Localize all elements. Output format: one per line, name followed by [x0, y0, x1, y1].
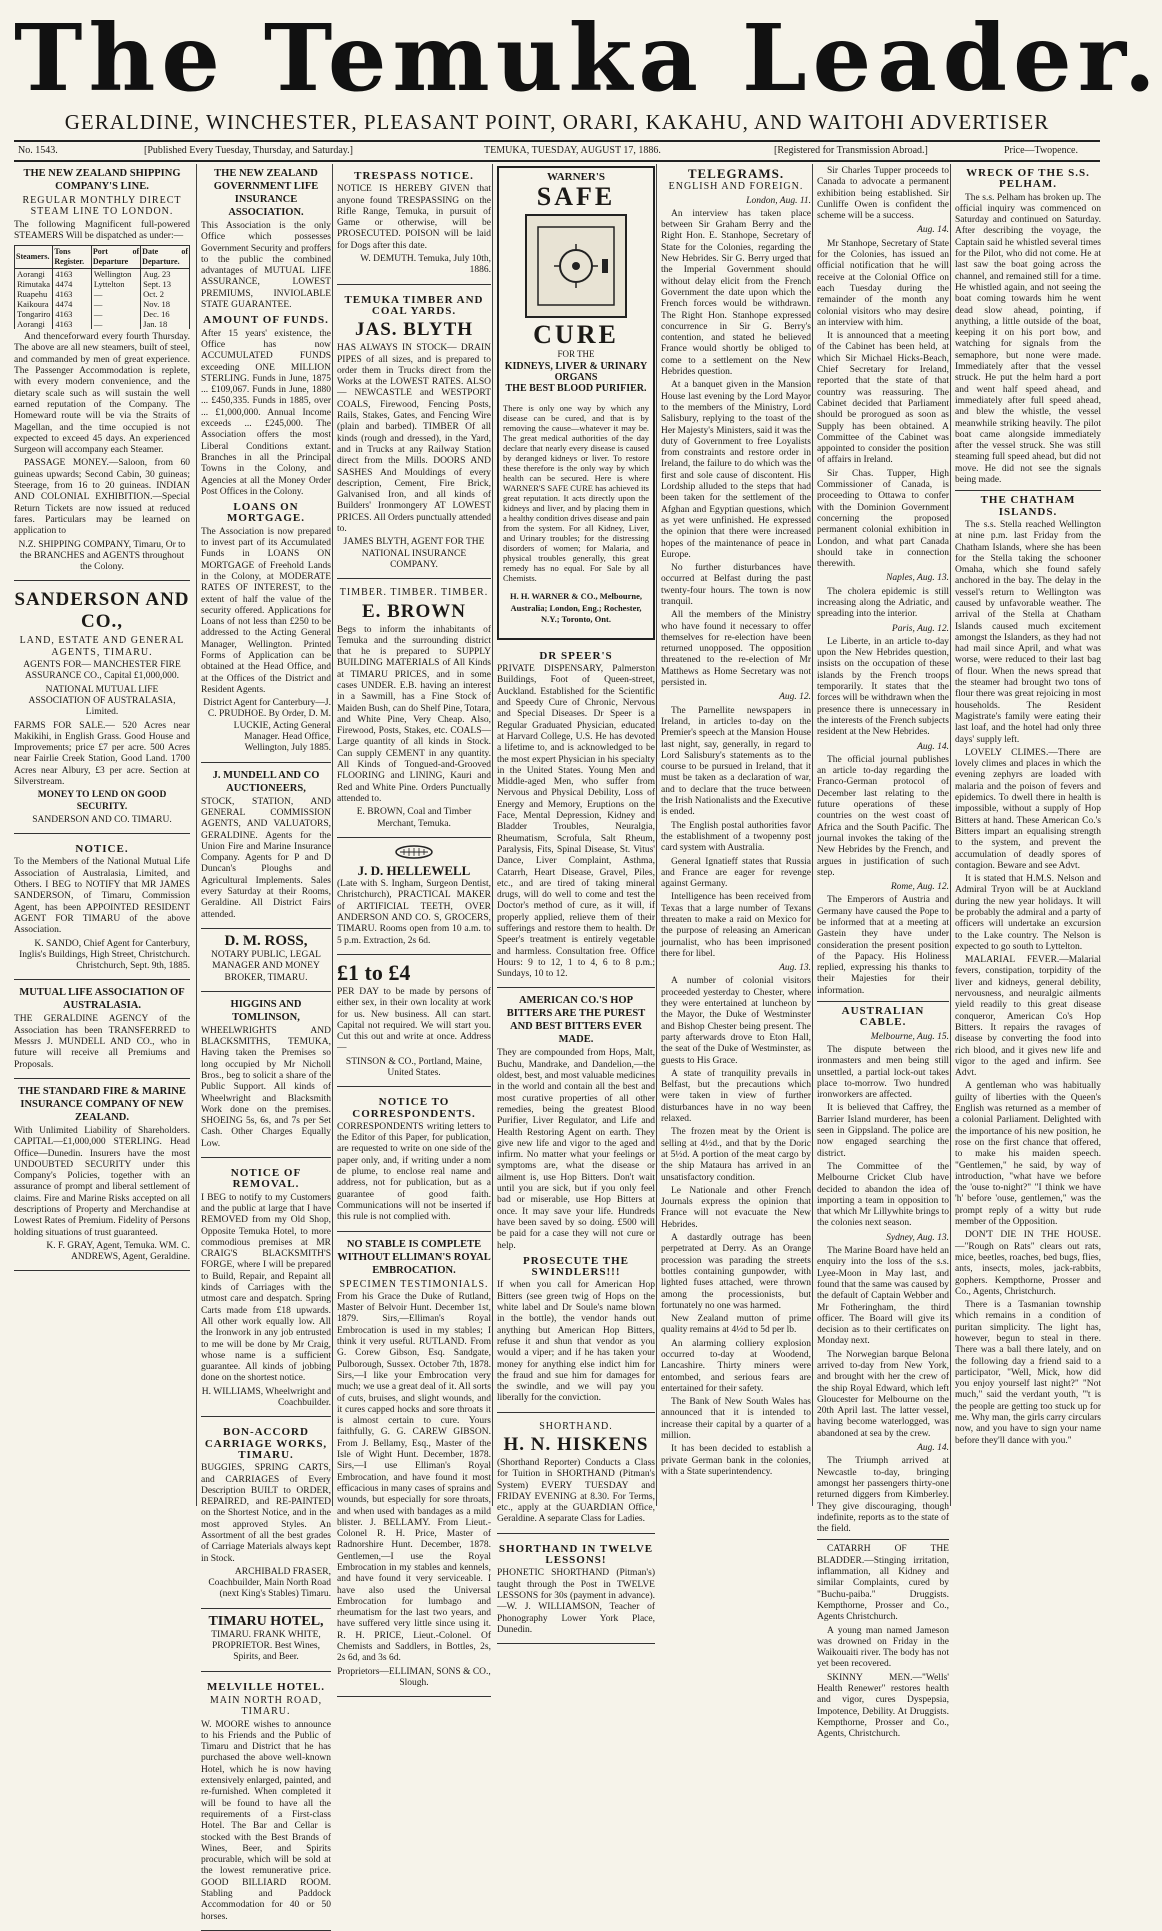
higgins-title: HIGGINS AND TOMLINSON, [230, 998, 302, 1023]
mundell-body: STOCK, STATION, AND GENERAL COMMISSION AGENTS, AND VALUATORS, GERALDINE. Agents for the Union Fire and Marine Insurance Company. Agents for P and D Duncan's Ploughs and Agricultural Implements. Sales every Saturday at their Rooms, Geraldine. All District Fairs attended. [201, 796, 331, 920]
table-cell: Lyttelton [91, 279, 140, 289]
hiskens-ad [497, 1416, 655, 1534]
funds-body: After 15 years' existence, the Office has now ACCUMULATED FUNDS exceeding ONE MILLION STERLING. Funds in June, 1875 ... £109,067. Funds in June, 1880 ... £450,335. Funds in 1885, over ... £1,000,000. Annual Income exceeds ... £245,000. The Association offers the most Liberal Conditions extant. Branches in all the Principal Towns in the Colony, and Agencies at all the Money Order Post Offices in the Colony. [201, 328, 331, 497]
sanderson-desc: LAND, ESTATE AND GENERAL AGENTS, TIMARU. [19, 635, 185, 658]
table-cell: Jan. 18 [141, 319, 190, 329]
table-cell: Oct. 2 [141, 289, 190, 299]
gov-title: THE NEW ZEALAND GOVERNMENT LIFE INSURANCE ASSOCIATION. [213, 168, 319, 218]
telegram-p17: It has been decided to establish a private German bank in the colonies, with a State superintendency. [661, 1444, 811, 1477]
prosecute-title: PROSECUTE THE SWINDLERS!!! [522, 1254, 630, 1279]
loans-signature: District Agent for Canterbury—J. C. PRUDHOE. By Order, D. M. LUCKIE, Acting General Manager. Head Office, Wellington, July 1885. [203, 698, 331, 754]
table-cell: 4163 [53, 309, 91, 319]
column-6 [812, 164, 953, 1740]
registered-note: [Registered for Transmission Abroad.] [774, 145, 928, 156]
short-body: (Shorthand Reporter) Conducts a Class for Tuition in SHORTHAND (Pitman's System) EVERY TUESDAY and FRIDAY EVENING at 8.30. For Terms, etc., apply at the GUARDIAN Office, Geraldine. A separate Class for Ladies. [497, 1457, 655, 1525]
speer-body: PRIVATE DISPENSARY, Palmerston Buildings, Foot of Queen-street, Auckland. Established for the Scientific and Speedy Cure of Chronic, Nervous and Special Diseases. Dr Speer is a Regular Graduated Physician, educated at Harvard College, U.S. He has devoted a lifetime to, and is acknowledged to be the most expert Physician in his specialty in the United States. Young Men and Middle-aged Men, who suffer from Nervous and Physical Debility, Loss of Energy and Memory, Eruptions on the Face, Mental Depression, Kidney and Bladder Troubles, Neuralgia, Rheumatism, Scrofula, Salt Rheum, Paralysis, Fits, Spinal Disease, St. Vitus' Dance, Liver Complaint, Asthma, Catarrh, Heart Disease, Gravel, Piles, etc., and are tired of taking mineral drugs, will do well to come and test the Doctor's method of cure, as it will, if properly applied, relieve them of their sufferings and restore them to health. Dr Speer's treatment is entirely vegetable and harmless. Consultation free. Office Hours: 9 to 12, 1 to 4, 6 to 8 p.m.; Sundays, 10 to 12. [497, 664, 655, 980]
issue-date: TEMUKA, TUESDAY, AUGUST 17, 1886. [484, 145, 661, 156]
table-cell: Aorangi [15, 269, 53, 280]
hop-bitters-ad [497, 991, 655, 1412]
embro-sub: SPECIMEN TESTIMONIALS. [339, 1278, 489, 1290]
telegram-p13: A dastardly outrage has been perpetrated at Derry. As an Orange procession was parading the streets bottles containing gunpowder, with lighted fuses attached, were thrown among the processionists, but fortunately no one was harmed. [661, 1233, 811, 1311]
standard-insurance-ad [14, 1082, 190, 1272]
embro-signature: Proprietors—ELLIMAN, SONS & CO., Slough. [337, 1666, 491, 1688]
col6-p5: The cholera epidemic is still increasing along the Adriatic, and spreading into the interior. [817, 586, 949, 620]
table-cell: Rimutaka [15, 279, 53, 289]
table-row [15, 299, 190, 309]
melville-sub: MAIN NORTH ROAD, TIMARU. [209, 1694, 323, 1718]
steamer-table-heading: Tons Register. [53, 246, 91, 269]
shipping-ad [14, 164, 190, 581]
table-cell: Nov. 18 [141, 299, 190, 309]
blyth-body: HAS ALWAYS IN STOCK— DRAIN PIPES of all sizes, and is prepared to order them in Trucks direct from the Works at the LOWEST RATES. ALSO— NEWCASTLE and WESTPORT COALS, Firewood, Fencing Posts, Rails, Stakes, Gates, and Fencing Wire (plain and barbed). TIMBER Of all kinds (rough and dressed), in the Yard, and in Trucks at any Railway Station direct from the Mills. DOORS AND SASHES And Mouldings of every description, Cement, Fire Brick, Galvanised Iron, and all kinds of Builders' Ironmongery AT LOWEST PRICES. All Orders punctually attended to. [337, 343, 491, 535]
table-cell: Tongariro [15, 309, 53, 319]
teeth-icon [337, 844, 491, 864]
embro-title: NO STABLE IS COMPLETE WITHOUT ELLIMAN'S ROYAL EMBROCATION. [337, 1238, 491, 1276]
telegrams-sub: ENGLISH AND FOREIGN. [668, 181, 804, 193]
shipping-intro: The following Magnificent full-powered STEAMERS Will be dispatched as under:— [14, 219, 190, 241]
wreck-title: WRECK OF THE S.S. PELHAM. [966, 167, 1090, 191]
safe-purifier: THE BEST BLOOD PURIFIER. [505, 383, 647, 395]
telegram-p6: The English postal authorities favor the establishment of a twopenny post card system with Australia. [661, 820, 811, 854]
col6-date2: Naples, Aug. 13. [886, 573, 949, 584]
col6-p2: Mr Stanhope, Secretary of State for the Colonies, has issued an official notification that he will receive at the Colonial Office on each Tuesday during the remainder of the month any colonial visitors who may desire an interview with him. [817, 238, 949, 328]
col6-p11: The Committee of the Melbourne Cricket Club have decided to abandon the idea of importing a team in opposition to that which Mr Lillywhite brings to the colonies next season. [817, 1161, 949, 1229]
chatham-body: The s.s. Stella reached Wellington at nine p.m. last Friday from the Chatham Islands, where she has been for the Stella taking the schooner Omaha, which she found safely anchored in the bay. The delay in the vessel's return to Wellington was caused by unfavorable weather. The arrival of the Stella at Chatham Islands caused much excitement amongst the Islanders, as they had not had mail since April, and what was worse, were reduced to their last bag of flour. When the news spread that the steamer had brought two tons of flour there was great rejoicing in most households. The Resident Magistrate's family were eating their last loaf, and the hotel had only three days' supply left. [955, 519, 1101, 745]
hop-title: AMERICAN CO.'S HOP BITTERS ARE THE PUREST AND BEST BITTERS EVER MADE. [506, 995, 646, 1046]
steamer-table-body [15, 269, 190, 330]
column-3 [332, 164, 495, 1688]
divider [955, 490, 1101, 491]
mundell-ad [201, 766, 331, 929]
trespass-signature: W. DEMUTH. Temuka, July 10th, 1886. [360, 254, 491, 276]
dateline-2: Aug. 12. [779, 692, 811, 703]
column-7 [950, 164, 1101, 1506]
higgins-ad [201, 995, 331, 1158]
standard-signature: K. F. GRAY, Agent, Temuka. WM. C. ANDREWS, Agent, Geraldine. [46, 1240, 190, 1263]
columns [14, 164, 1101, 1922]
table-cell: 4163 [53, 269, 91, 280]
table-row [15, 319, 190, 329]
table-cell: — [91, 299, 140, 309]
elliman-ad [337, 1235, 491, 1698]
col6-date3: Paris, Aug. 12. [891, 623, 949, 634]
col6-p9: The dispute between the ironmasters and men being still unsettled, a partial lock-out takes place to-morrow. Two hundred ironworkers are affected. [817, 1044, 949, 1101]
government-insurance-ad [201, 164, 331, 763]
telegram-p16: The Bank of New South Wales has announced that it is intended to increase their capital by a quarter of a million. [661, 1397, 811, 1442]
dentist-ad [337, 841, 491, 955]
australian-cable-title: AUSTRALIAN CABLE. [841, 1005, 925, 1029]
standard-body: With Unlimited Liability of Shareholders. CAPITAL—£1,000,000 STERLING. Head Office—Dunedin. Insurers have the most UNDOUBTED SECURITY under this Company's Policies, together with an assurance of prompt and liberal settlement of claims. Fire and Marine Risks accepted on all descriptions of Property and Merchandise at Lowest Rates of Premium. Fidelity of Persons holding situations of trust guaranteed. [14, 1125, 190, 1238]
bonaccord-ad [201, 1420, 331, 1608]
steamer-table-header [15, 246, 190, 269]
col6-date5: Rome, Aug. 12. [890, 882, 949, 893]
trespass-title: TRESPASS NOTICE. [354, 170, 474, 182]
melville-body: W. MOORE wishes to announce to his Friends and the Public of Timaru and District that he has purchased the above well-known Hotel, which he is now having extensively enlarged, painted, and re-furnished. When completed it will be found to have all the requirements of a First-class Hotel. The Bar and Cellar is stocked with the Best Brands of Wines, Beer, and Spirits procurable, which will be sold at the lowest remunerative price. GOOD BILLIARD ROOM. Stabling and Paddock Accommodation for 40 or 50 horses. [201, 1719, 331, 1922]
col6-ad2: A young man named Jameson was drowned on Friday in the Waikouaiti river. The body has not yet been recovered. [817, 1625, 949, 1670]
notice-title: NOTICE. [75, 843, 129, 856]
melville-title: MELVILLE HOTEL. [207, 1680, 325, 1693]
standard-title: THE STANDARD FIRE & MARINE INSURANCE COMPANY OF NEW ZEALAND. [18, 1085, 186, 1123]
warners-safe-cure-ad [497, 166, 655, 640]
lessons-title: SHORTHAND IN TWELVE LESSONS! [498, 1542, 654, 1567]
steamer-table-heading: Steamers. [15, 246, 53, 269]
safe-word: SAFE [536, 182, 616, 212]
col6-p1: Sir Charles Tupper proceeds to Canada to advocate a permanent exhibition being established. Sir Cunliffe Owen is confident the scheme will be a success. [817, 166, 949, 222]
bonaccord-signature: ARCHIBALD FRASER, Coachbuilder, Main North Road (next King's Stables) Timaru. [208, 1566, 331, 1600]
dateline-3: Aug. 13. [779, 963, 811, 974]
table-cell: Sept. 13 [141, 279, 190, 289]
loans-title: LOANS ON MORTGAGE. [227, 501, 305, 525]
col6-p6: Le Liberte, in an article to-day upon the New Hebrides question, insists on the occupation of these islands by the French troops temporarily. It states that the forces will be withdrawn when the presence there is unnecessary in the interests of the French subjects resident at the New Hebrides. [817, 636, 949, 738]
newspaper-page [14, 4, 1162, 1922]
prosecute-body: If when you call for American Hop Bitters (see green twig of Hops on the white label and Dr Soule's name blown in the bottle), the vendor hands out anything but American Hop Bitters, refuse it and shun that vendor as you would a viper; and if he has taken your money for anything else indict him for the fraud and sue him for damages for the swindle, and we will pay you liberally for the conviction. [497, 1280, 655, 1404]
steamer-table-heading: Port of Departure [91, 246, 140, 269]
passage-money: PASSAGE MONEY.—Saloon, from 60 guineas upwards; Second Cabin, 30 guineas; Steerage, from 16 to 20 guineas. INDIAN AND COLONIAL EXHIBITION.—Special Return Tickets are now issued at reduced fares. Particulars may be learned on application to [14, 458, 190, 537]
table-cell: — [91, 309, 140, 319]
bonaccord-body: BUGGIES, SPRING CARTS, and CARRIAGES of Every Description BUILT to ORDER, REPAIRED, and RE-PAINTED on the Shortest Notice, and in the most approved Styles. An Assortment of all the best grades of Carriage Materials always kept in Stock. [201, 1463, 331, 1564]
funds-title: AMOUNT OF FUNDS. [203, 314, 329, 327]
steamer-table [14, 245, 190, 329]
sanderson-mutual: NATIONAL MUTUAL LIFE ASSOCIATION OF AUSTRALASIA, Limited. [28, 684, 176, 718]
brown-header: TIMBER. TIMBER. TIMBER. [339, 587, 489, 599]
shipping-agent: N.Z. SHIPPING COMPANY, Timaru, Or to the BRANCHES and AGENTS throughout the Colony. [18, 539, 186, 573]
sanderson-signature: SANDERSON AND CO. TIMARU. [32, 814, 172, 825]
melville-hotel-ad [201, 1675, 331, 1931]
table-cell: — [91, 289, 140, 299]
lessons-body: PHONETIC SHORTHAND (Pitman's) taught through the Post in TWELVE LESSONS for 30s (payment in advance).—W. J. WILLIAMSON, Teacher of Phonography Lower York Place, Dunedin. [497, 1568, 655, 1635]
brown-body: Begs to inform the inhabitants of Temuka and the surrounding district that he is prepared to SUPPLY BUILDING MATERIALS of All Kinds at TIMARU PRICES, and in some cases UNDER. E.B. having an interest in a Sawmill, has a Fine Stock of Maiden Bush, can do Shelf Pine, Totara, and White Pine, Very Cheap. Also, Firewood, Posts, Stakes, etc. COALS—Large quantity of all kinds in Stock. Can supply CEMENT in any quantity. All Kinds of Tongued-and-Grooved FLOORING and LINING, Kauri and Red and White Pine. Orders Punctually attended to. [337, 624, 491, 804]
divider [817, 1001, 949, 1002]
brown-name: E. BROWN [361, 600, 467, 622]
newspaper-subtitle: GERALDINE, WINCHESTER, PLEASANT POINT, ORARI, KAKAHU, AND WAITOHI ADVERTISER [64, 110, 1050, 134]
telegram-p2: At a banquet given in the Mansion House last evening by the Lord Mayor to the members of the Ministry, Lord Salisbury, replying to the toast of the Her Majesty's Ministers, said it was the duty of Government to free Loyalists from constraints and restore order in Ireland, the failure to do which was the first and sole cause of discontent. His Lordship alluded to the steps that had been taken for the settlement of the Afghan and Egyptian questions, which as yet were unfinished. He expressed the opinion that there were increased hopes of the maintenance of peace in Europe. [661, 380, 811, 560]
col6-p12: The Marine Board have held an enquiry into the loss of the s.s. Lyee-Moon in May last, and found that the same was caused by the default of Captain Webber and Mr Fotheringham, the third officer. The Board will give its decision as to their certificates on Monday next. [817, 1246, 949, 1347]
ross-ad [201, 932, 331, 992]
speer-ad [497, 644, 655, 989]
telegram-p12: Le Nationale and other French Journals express the opinion that France will not evacuate the New Hebrides. [661, 1185, 811, 1230]
money-headline: £1 to £4 [337, 959, 411, 985]
safe-illustration [516, 211, 636, 321]
table-row [15, 279, 190, 289]
speer-title: DR SPEER'S [539, 649, 613, 662]
table-row [15, 269, 190, 280]
table-cell: Ruapehu [15, 289, 53, 299]
table-cell: Wellington [91, 269, 140, 280]
lessons-ad [497, 1537, 655, 1644]
dentist-body: (Late with S. Ingham, Surgeon Dentist, Christchurch), PRACTICAL MAKER of ARTIFICIAL TEETH, OVER ANDERSON AND CO. S, GROCERS, TIMARU. Rooms open from 10 a.m. to 5 p.m. Extraction, 2s 6d. [337, 879, 491, 946]
col6-p8: The Emperors of Austria and Germany have caused the Pope to be informed that at a meeting at Gastein they have under consideration the present position of the Papacy. His Holiness replied, expressing his thanks to their Majesties for their information. [817, 895, 949, 996]
col6-date4: Aug. 14. [917, 741, 949, 752]
embro-body: From his Grace the Duke of Rutland, Master of Belvoir Hunt. December 1st, 1879. Sirs,—Elliman's Royal Embrocation is used in my stables; I think it very useful. RUTLAND. From G. Corew Gibson, Esq. Sandgate, Pulborough, Sussex. October 7th, 1878. Sirs,—I like your Embrocation very much; we use a great deal of it. All sorts of cuts, bruises, and slight wounds, and it cures capped hocks and sore throats it is almost certain to cure. Yours faithfully, G. G. CAREW GIBSON. From J. Bellamy, Esq., Master of the Isle of Wight Hunt. December, 1878. Sirs,—I use Elliman's Royal Embrocation, and have found it most efficacious in many cases of sprains and wounds, but especially for sore throats, and when used with bandages as a mild blister. J. BELLAMY. From Lieut.-Colonel R. H. Price, Master of Radnorshire Hunt. December, 1878. Gentlemen,—I use the Royal Embrocation in my stables and kennels, and have found it very serviceable. I have also used the Universal Embrocation for lumbago and rheumatism for the last two years, and have suffered very little since using it. R. H. PRICE, Lieut.-Colonel. Of Chemists and Saddlers, in Bottles, 2s, 2s 6d, and 3s 6d. [337, 1291, 491, 1664]
price: Price—Twopence. [1004, 145, 1078, 156]
removal-title: NOTICE OF REMOVAL. [230, 1167, 302, 1191]
col6-p7: The official journal publishes an article to-day regarding the Franco-German protocol of December last relating to the future operations of these countries on the west coast of Africa and the South Pacific. The journal invokes the taking of the New Hebrides by the French, and argues in justification of such step. [817, 754, 949, 878]
correspondents-notice [337, 1090, 491, 1231]
newspaper-title: The Temuka Leader. [14, 4, 1162, 112]
climes-para: LOVELY CLIMES.—There are lovely climes and places in which the evening zephyrs are loaded with malaria and the poison of fevers and epidemics. To dwell there in health is impossible, without a supply of Hop Bitters at hand. These American Co.'s Bitters impart an equalising strength to the system, and prevent the accumulation of deadly spores of contagion. Beware and see Advt. [955, 747, 1101, 871]
money-body: PER DAY to be made by persons of either sex, in their own locality at work for us. New business. All can start. Capital not required. We will start you. Cut this out and write at once. Address— [337, 986, 491, 1054]
table-cell: Dec. 16 [141, 309, 190, 319]
stinson-ad [337, 958, 491, 1087]
timaru-hotel-ad [201, 1612, 331, 1672]
table-cell: Aug. 23 [141, 269, 190, 280]
table-cell: — [91, 319, 140, 329]
telegram-p1: An interview has taken place between Sir Graham Berry and the Right Hon. E. Stanhope, Secretary of State for the Colonies, regarding the New Hebrides. Sir G. Berry urged that the Imperial Government should without delay elicit from the French Government the date upon which the French forces would be withdrawn. The Right Hon. Stanhope expressed concurrence in Sir G. Berry's contention, and stated he believed France would shortly be obliged to come to a settlement on the New Hebrides question. [661, 208, 811, 378]
table-cell: 4474 [53, 299, 91, 309]
notice-signature: K. SANDO, Chief Agent for Canterbury, Inglis's Buildings, High Street, Christchurch. Christchurch, Sept. 9th, 1885. [19, 938, 190, 972]
notice-ad [14, 837, 190, 980]
chatham-title: THE CHATHAM ISLANDS. [980, 494, 1076, 518]
telegram-p3: No further disturbances have occurred at Belfast during the past twenty-four hours. The town is now tranquil. [661, 563, 811, 607]
col6-date8: Aug. 14. [917, 1443, 949, 1454]
telegram-p15: An alarming colliery explosion occurred to-day at Woodend, Lancashire. Thirty miners were entombed, and serious fears are entertained for their safety. [661, 1338, 811, 1394]
col6-p4: Sir Chas. Tupper, High Commissioner of Canada, is proceeding to Ottawa to confer with the Dominion Government concerning the proposed permanent colonial exhibition in London, and what part Canada should take in connection therewith. [817, 468, 949, 570]
shipping-title: THE NEW ZEALAND SHIPPING COMPANY'S LINE. [23, 168, 181, 192]
col6-date7: Sydney, Aug. 13. [886, 1232, 949, 1243]
column-1 [14, 164, 194, 1506]
column-4 [492, 164, 659, 1635]
rats-para: DON'T DIE IN THE HOUSE.—"Rough on Rats" clears out rats, mice, beetles, roaches, bed bugs, flies, ants, insects, moles, jack-rabbits, gophers. Kempthorne, Prosser and Co., Agents, Christchurch. [955, 1230, 1101, 1297]
safe-for: FOR THE [557, 349, 595, 360]
wreck-body: The s.s. Pelham has broken up. The official inquiry was commenced on Saturday and continued on Saturday. After describing the voyage, the Captain said he whistled several times for the Pilot, who did not come. He at last saw the boat going across the channel, and remained still for a time. He whistled again, and not seeing the boat coming towards him he went dead slow ahead, pointing, if anything, a little outside of the boat, keeping it on his port bow, and watching for signals from the semaphore, but none were made. Immediately after that the vessel struck. He put the helm hard a port and went half speed ahead, and immediately after full speed ahead, and blew the whistle, the vessel meanwhile striking heavily. The pilot boat came alongside immediately after the vessel struck. She was still steaming full speed ahead, but did not move. He did not see the signals being made. [955, 192, 1101, 486]
brown-ad [337, 582, 491, 838]
loans-body: The Association is now prepared to invest part of its Accumulated Funds in LOANS ON MORTGAGE of Freehold Lands in the Colony, at MODERATE RATES OF INTEREST, to the extent of half the value of the security offered. Applications for Loans of not less than £250 to be addressed to the Acting General Manager, Wellington. Printed Forms of Application can be obtained at the Head Office, and at the Offices of the District and Resident Agents. [201, 526, 331, 695]
removal-body: I BEG to notify to my Customers and the public at large that I have REMOVED from my Old Shop, Opposite Temuka Hotel, to more commodious premises at MR CRAIG'S BLACKSMITH'S FORGE, where I will be prepared to Build, Repair, and Repaint all kinds of Carriages with the utmost care and despatch. Spring Carts made from £18 upwards. All other work equally low. All the Ironwork in any job entrusted to me will be done by Mr Craig, whose name is a sufficient guarantee. All kinds of jobbing done on the shortest notice. [201, 1192, 331, 1384]
shipping-subtitle: REGULAR MONTHLY DIRECT STEAM LINE TO LONDON. [22, 195, 182, 218]
shipping-body: And thenceforward every fourth Thursday. The above are all new steamers, built of steel, and commanded by men of great experience. The Passenger Accommodation is replete, with every modern convenience, and the dietary scale such as will sustain the well earned reputation of the Company. The Homeward route will be via the Straits of Magellan, and the time occupied is not expected to exceed 45 days. An experienced Surgeon will accompany each Steamer. [14, 332, 190, 456]
short-title: SHORTHAND. [539, 1420, 613, 1432]
trespass-ad [337, 164, 491, 285]
brown-signature: E. BROWN, Coal and Timber Merchant, Temuka. [356, 807, 472, 829]
money-to-lend: MONEY TO LEND ON GOOD SECURITY. [37, 790, 167, 812]
cure-word: CURE [533, 320, 619, 350]
notice-body: To the Members of the National Mutual Life Association of Australasia, Limited, and Others. I BEG to NOTIFY that MR JAMES SANDERSON, of Timaru, Commission Agent, has been APPOINTED RESIDENT AGENT FOR TIMARU of the above Association. [14, 857, 190, 936]
col6-ad3: SKINNY MEN.—"Wells' Health Renewer" restores health and vigor, cures Dyspepsia, Impotence, Debility. At Druggists. Kempthorne, Prosser and Co., Agents, Christchurch. [817, 1672, 949, 1740]
mutual-body: THE GERALDINE AGENCY of the Association has been TRANSFERRED to Messrs J. MUNDELL AND CO., who in future will receive all Premiums and Proposals. [14, 1014, 190, 1070]
sanderson-agents: AGENTS FOR— MANCHESTER FIRE ASSURANCE CO., Capital £1,000,000. [23, 660, 181, 682]
money-signature: STINSON & CO., Portland, Maine, United States. [345, 1056, 483, 1078]
telegram-p11: The frozen meat by the Orient is selling at 4½d., and that by the Doric at 5½d. A portion of the meat cargo by the ship Mataura has arrived in an unsatisfactory condition. [661, 1127, 811, 1183]
col6-p10: It is believed that Caffrey, the Barrier Island murderer, has been seen in Gippsland. The police are now engaged searching the district. [817, 1103, 949, 1159]
column-2 [196, 164, 335, 1922]
column-5 [656, 164, 815, 1506]
hotel-title: TIMARU HOTEL, [208, 1613, 324, 1629]
telegram-p8: Intelligence has been received from Texas that a large number of Texans threaten to make a raid on Mexico for the purpose of releasing an American journalist, who has been imprisoned there for libel. [661, 892, 811, 959]
telegram-p10: A state of tranquility prevails in Belfast, but the precautions which were taken in view of further disturbances have in no way been relaxed. [661, 1068, 811, 1125]
issue-number: No. 1543. [18, 145, 58, 156]
dateline-1: London, Aug. 11. [746, 195, 811, 206]
blyth-signature: JAMES BLYTH, AGENT FOR THE NATIONAL INSURANCE COMPANY. [343, 537, 485, 570]
ross-body: NOTARY PUBLIC, LEGAL MANAGER AND MONEY BROKER, TIMARU. [211, 949, 321, 983]
col6-ad1: CATARRH OF THE BLADDER.—Stinging irritation, inflammation, all Kidney and similar Complaints, cured by "Buchu-paiba." Druggists. Kempthorne, Prosser and Co., Agents Christchurch. [817, 1544, 949, 1623]
sanderson-name: SANDERSON AND CO., [14, 589, 190, 633]
bonaccord-title: BON-ACCORD CARRIAGE WORKS, TIMARU. [204, 1426, 328, 1461]
telegram-p4: All the members of the Ministry who have found it necessary to offer themselves for re-election have been returned unopposed. The opposition threatened to the re-election of Mr Matthews as Home Secretary was not persisted in. [661, 610, 811, 689]
malaria-para: MALARIAL FEVER.—Malarial fevers, constipation, torpidity of the liver and kidneys, general debility, nervousness, and neuralgic ailments yield readily to this great disease conqueror, American Co's Hop Bitters. It repairs the ravages of disease by converting the food into rich blood, and it gives new life and vigor to the aged and infirm. See Advt. [955, 955, 1101, 1079]
table-cell: 4163 [53, 319, 91, 329]
trespass-body: NOTICE IS HEREBY GIVEN that anyone found TRESPASSING on the Rifle Range, Temuka, in pursuit of Game or otherwise, will be PROSECUTED. POISON will be laid for Dogs after this date. [337, 184, 491, 251]
table-cell: 4474 [53, 279, 91, 289]
sanderson-ad [14, 584, 190, 834]
safe-organs: KIDNEYS, LIVER & URINARY ORGANS [504, 360, 648, 383]
publication-schedule: [Published Every Tuesday, Thursday, and Saturday.] [144, 145, 353, 156]
farms-for-sale: FARMS FOR SALE.— 520 Acres near Makikihi, in English Grass. Good House and Improvements; price £7 per acre. 500 Acres near Fairlie Creek Station, Good Land. 1700 Acres near Albury, £3 per acre. Section at Silverstream. [14, 720, 190, 787]
blyth-name: JAS. BLYTH [354, 319, 474, 341]
corresp-title: NOTICE TO CORRESPONDENTS. [352, 1096, 476, 1120]
table-row [15, 309, 190, 319]
removal-signature: H. WILLIAMS, Wheelwright and Coachbuilder. [201, 1386, 331, 1409]
hop-body: They are compounded from Hops, Malt, Buchu, Mandrake, and Dandelion,—the oldest, best, and most valuable medicines in the world and contain all the best and most curative properties of all other remedies, being the greatest Blood Purifier, Liver Regulator, and Life and Health Restoring Agent on earth. They give new life and vigor to the aged and infirm. No matter what your feelings or symptoms are, what the disease or ailment is, use Hop Bitters. Don't wait until you are sick, but if you only feel bad or miserable, use Hop Bitters at once. It may save your life. Hundreds have been saved by so doing. £500 will be paid for a case they will not cure or help. [497, 1048, 655, 1251]
ross-title: D. M. ROSS, [224, 932, 308, 949]
col6-p3: It is announced that a meeting of the Cabinet has been held, at which Sir Michael Hicks-Beach, Chief Secretary for Ireland, reported that the state of that country was reassuring. The Cabinet decided that Parliament should be prorogued as soon as Supply has been obtained. A Committee of the Cabinet was appointed to consider the position of affairs in Ireland. [817, 331, 949, 466]
telegram-p7: General Ignatieff states that Russia and France are eager for revenge against Germany. [661, 856, 811, 890]
safe-signature: H. H. WARNER & CO., Melbourne, Australia; London, Eng.; Rochester, N.Y.; Toronto, Ont. [509, 591, 643, 625]
corresp-body: CORRESPONDENTS writing letters to the Editor of this Paper, for publication, are requested to write on one side of the paper only, and, if writing under a nom de plume, to enclose real name and address, not for publication, but as a guarantee of good faith. Communications will not be inserted if this rule is not complied with. [337, 1121, 491, 1223]
steamer-table-heading: Date of Departure. [141, 246, 190, 269]
col6-p13: The Norwegian barque Belona arrived to-day from New York, and brought with her the crew of the ship Royal Edward, which left Gloucester for Melbourne on the 20th April last. The latter vessel, having become waterlogged, was abandoned at sea by the crew. [817, 1349, 949, 1439]
table-row [15, 289, 190, 299]
gov-body: This Association is the only Office which possesses Government Security and proffers to the public the combined advantages of MUTUAL LIFE ASSURANCE, LOWEST PREMIUMS, INVIOLABLE STATE GUARANTEE. [201, 221, 331, 311]
mutual-title: MUTUAL LIFE ASSOCIATION OF AUSTRALASIA. [19, 987, 185, 1012]
divider [817, 1539, 949, 1540]
blyth-ad [337, 288, 491, 580]
safe-body: There is only one way by which any disease can be cured, and that is by removing the cause—whatever it may be. The great medical authorities of the day declare that nearly every disease is caused by deranged kidneys or liver. To restore these therefore is the only way by which health can be secured. Here is where WARNER'S SAFE CURE has achieved its great reputation. It acts directly upon the kidneys and liver, and by placing them in a healthy condition drives disease and pain from the system. For all Kidney, Liver, and Urinary troubles; for the distressing disorders of women; for Malaria, and physical troubles generally, this great remedy has no equal. For Sale by all Chemists. [503, 402, 649, 583]
table-cell: Kaikoura [15, 299, 53, 309]
safe-top: WARNER'S [546, 171, 606, 183]
higgins-body: WHEELWRIGHTS AND BLACKSMITHS, TEMUKA, Having taken the Premises so long occupied by Mr Nicholl Bros., beg to solicit a share of the Public Support. All kinds of Wheelwright and Blacksmith Work done on the premises. SHOEING 5s, 6s, and 7s per Set Cash. Other Charges Equally Low. [201, 1025, 331, 1149]
short-name: H. N. HISKENS [503, 1433, 649, 1455]
removal-ad [201, 1161, 331, 1417]
timber-title: TEMUKA TIMBER AND COAL YARDS. [344, 293, 484, 317]
hotel-body: TIMARU. FRANK WHITE, PROPRIETOR. Best Wines, Spirits, and Beer. [211, 1629, 321, 1663]
col6-p14: The Triumph arrived at Newcastle to-day, bringing amongst her passengers thirty-one returned diggers from Kimberley. They give discouraging, though indefinite, reports as to the state of the field. [817, 1456, 949, 1535]
nelson-para: It is stated that H.M.S. Nelson and Admiral Tryon will be at Auckland during the new year holidays. It will be probably the admiral and a party of officers will undertake an excursion to the Lake country. The Nelson is expected to go south to Lyttelton. [955, 874, 1101, 952]
mutual-life-ad [14, 983, 190, 1078]
mundell-title: J. MUNDELL AND CO AUCTIONEERS, [212, 769, 320, 794]
col6-date6: Melbourne, Aug. 15. [870, 1031, 949, 1042]
table-cell: Aorangi [15, 319, 53, 329]
dateline [14, 140, 1100, 162]
township-para: There is a Tasmanian township which remains in a condition of puritan simplicity. The light has, however, begun to steal in there. There was a ball there lately, and on the following day a friend said to a participator, "Well, Mick, how did you enjoy yourself last night?" "Not much," said the verdant youth, "'t is the people are getting too stuck up for me. Why man, the girls carry circulars now, and you have to sign your name before they'll dance with you." [955, 1300, 1101, 1446]
gentleman-para: A gentleman who was habitually guilty of liberties with the Queen's English was returned as a member of a colonial Parliament. Delighted with the importance of his new position, he rose on the first chance that offered, to make his maiden speech. "Gentlemen," he said, by way of introduction, "what have we before the 'ouse to-night?" "I think we have 'h' before 'ouse, gentlemen," was the prompt reply of a witty but rude member of the Opposition. [955, 1081, 1101, 1228]
telegram-p9: A number of colonial visitors proceeded yesterday to Chester, where they were entertained at luncheon by the Mayor, the Duke of Westminster and Bishop Chester being present. The party afterwards drove to Eton Hall, the seat of the Duke of Westminster, as guests to His Grace. [661, 976, 811, 1066]
telegram-p14: New Zealand mutton of prime quality remains at 4½d to 5d per lb. [661, 1314, 811, 1336]
col6-date1: Aug. 14. [917, 225, 949, 236]
masthead [14, 4, 1162, 138]
dentist-title: J. D. HELLEWELL [357, 863, 471, 879]
telegram-p5: The Parnellite newspapers in Ireland, in articles to-day on the Premier's speech at the Mansion House last night, say, generally, in regard to Lord Salisbury's statements as to the course to be pursued in Ireland, that it must be taken as a declaration of war, and to declare that the truce between the Irish Nationalists and the Executive is ended. [661, 705, 811, 818]
telegrams-title: TELEGRAMS. [687, 166, 785, 181]
table-cell: 4163 [53, 289, 91, 299]
